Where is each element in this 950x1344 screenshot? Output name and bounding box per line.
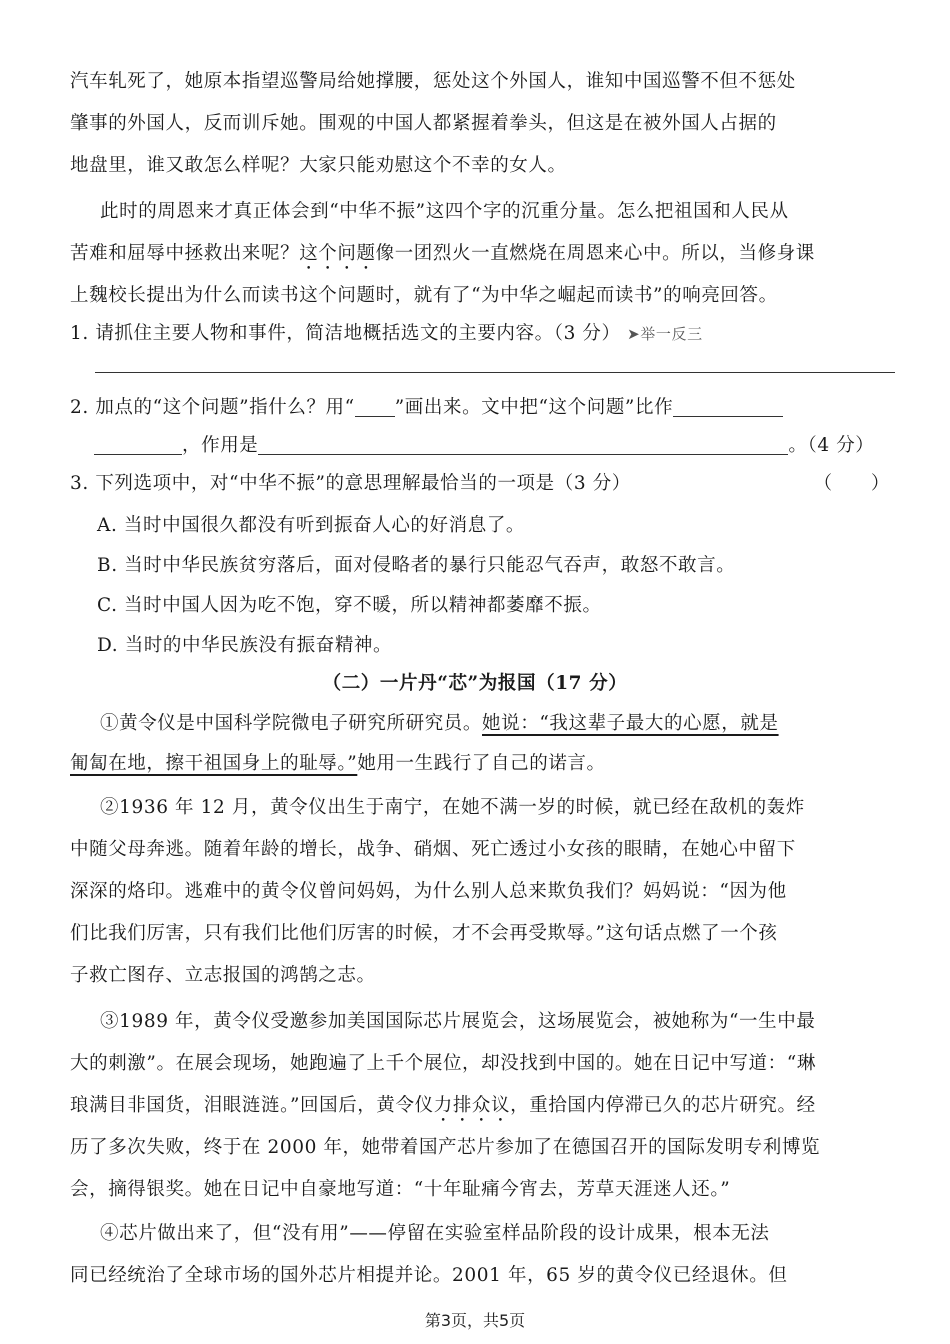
passage-text: 肇事的外国人，反而训斥她。围观的中国人都紧握着拳头，但这是在被外国人占据的 [70,113,777,134]
question-3 [70,468,900,500]
passage-text: 汽车轧死了，她原本指望巡警局给她撑腰，惩处这个外国人，谁知中国巡警不但不惩处 [70,71,796,92]
section-title: （二）一片丹“芯”为报国（17 分） [322,673,628,694]
question-2 [70,392,900,424]
passage-text: ②1936 年 12 月，黄令仪出生于南宁，在她不满一岁的时候，就已经在敌机的轰炸 [100,797,805,818]
underlined-quote: 匍匐在地，擦干祖国身上的耻辱。” [70,753,358,774]
text-span: 琅满目非国货，泪眼涟涟。”回国后，黄令仪 [70,1095,434,1116]
passage-text: 会，摘得银奖。她在日记中自豪地写道：“十年耻痛今宵去，芳草天涯迷人还。” [70,1179,731,1200]
passage-text: 此时的周恩来才真正体会到“中华不振”这四个字的沉重分量。怎么把祖国和人民从 [100,201,789,222]
text-span: 苦难和屈辱中拯救出来呢？ [70,243,300,264]
answer-blank[interactable] [355,396,395,417]
passage-text [70,1090,900,1126]
practice-tag: ➤举一反三 [627,325,703,343]
passage-text: 子救亡图存、立志报国的鸿鹄之志。 [70,965,376,986]
passage-text: 大的刺激”。在展会现场，她跑遍了上千个展位，却没找到中国的。她在日记中写道：“琳 [70,1053,816,1074]
option-d[interactable]: D. 当时的中华民族没有振奋精神。 [97,635,393,656]
answer-blank[interactable] [673,396,783,417]
question-text: 。（4 分） [788,435,875,456]
passage-text: 历了多次失败，终于在 2000 年，她带着国产芯片参加了在德国召开的国际发明专利博览 [70,1137,821,1158]
passage-text [70,238,900,274]
text-span: ①黄令仪是中国科学院微电子研究所研究员。 [100,713,483,734]
answer-paren[interactable]: （ ） [813,473,890,494]
option-b[interactable]: B. 当时中华民族贫穷落后，面对侵略者的暴行只能忍气吞声，敢怒不敢言。 [97,555,736,576]
text-span: 她用一生践行了自己的诺言。 [357,753,606,774]
page-number: 第3页，共5页 [424,1311,526,1330]
dotted-phrase: 力排众议 [433,1095,511,1116]
passage-text: 中随父母奔逃。随着年龄的增长，战争、硝烟、死亡透过小女孩的眼睛，在她心中留下 [70,839,796,860]
dotted-phrase: 这个问题 [299,243,376,264]
text-span: 像一团烈火一直燃烧在周恩来心中。所以，当修身课 [375,243,815,264]
question-2-cont [70,430,900,462]
question-1 [70,318,900,350]
passage-text: 们比我们厉害，只有我们比他们厉害的时候，才不会再受欺辱。”这句话点燃了一个孩 [70,923,778,944]
question-text: 2. 加点的“这个问题”指什么？用“ [70,397,355,418]
underlined-quote: 她说：“我这辈子最大的心愿，就是 [482,713,779,734]
passage-text [70,748,900,780]
passage-text: 同已经统治了全球市场的国外芯片相提并论。2001 年，65 岁的黄令仪已经退休。但 [70,1265,788,1286]
question-text: ”画出来。文中把“这个问题”比作 [394,397,674,418]
question-text: ，作用是 [182,435,259,456]
text-span: ，重拾国内停滞已久的芯片研究。经 [510,1095,816,1116]
answer-blank[interactable] [94,434,182,455]
answer-blank[interactable] [258,434,788,455]
answer-line[interactable] [95,372,895,373]
question-text: 3. 下列选项中，对“中华不振”的意思理解最恰当的一项是（3 分） [70,473,631,494]
question-text: 1. 请抓住主要人物和事件，简洁地概括选文的主要内容。（3 分） [70,323,621,344]
passage-text: ③1989 年，黄令仪受邀参加美国国际芯片展览会，这场展览会，被她称为“一生中最 [100,1011,816,1032]
passage-text: 上魏校长提出为什么而读书这个问题时，就有了“为中华之崛起而读书”的响亮回答。 [70,285,778,306]
passage-text: ④芯片做出来了，但“没有用”——停留在实验室样品阶段的设计成果，根本无法 [100,1223,770,1244]
option-a[interactable]: A. 当时中国很久都没有听到振奋人心的好消息了。 [97,515,526,536]
passage-text: 深深的烙印。逃难中的黄令仪曾问妈妈，为什么别人总来欺负我们？妈妈说：“因为他 [70,881,787,902]
option-c[interactable]: C. 当时中国人因为吃不饱，穿不暖，所以精神都萎靡不振。 [97,595,602,616]
passage-text: 地盘里，谁又敢怎么样呢？大家只能劝慰这个不幸的女人。 [70,155,567,176]
passage-text [100,708,900,740]
